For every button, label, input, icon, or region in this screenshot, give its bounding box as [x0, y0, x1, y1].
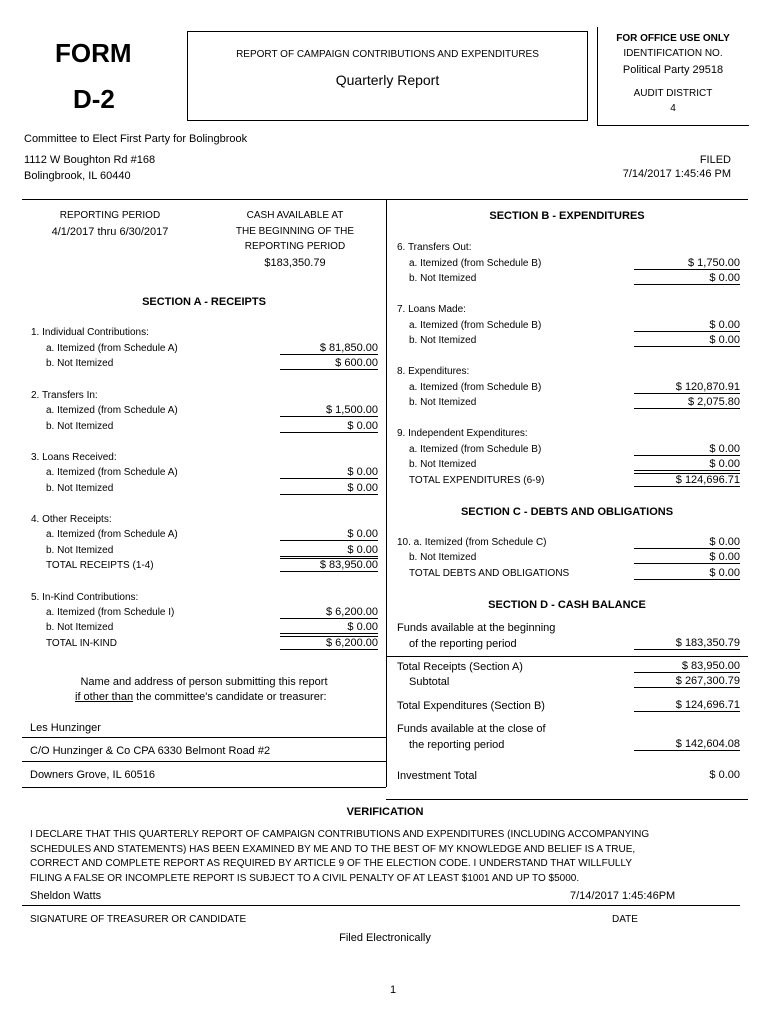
funds-close-amount: $ 142,604.08: [634, 738, 740, 751]
office-use-label: FOR OFFICE USE ONLY: [616, 33, 730, 44]
cash-total-receipts-label: Total Receipts (Section A): [397, 661, 523, 673]
loans-made-itemized-amount: $ 0.00: [634, 319, 740, 332]
other-receipts-label: 4. Other Receipts:: [31, 514, 112, 525]
main-top-rule: [22, 199, 748, 200]
total-receipts-label: TOTAL RECEIPTS (1-4): [46, 560, 154, 571]
other-receipts-not-itemized-label: b. Not Itemized: [46, 545, 114, 556]
other-receipts-itemized-amount: $ 0.00: [280, 528, 378, 541]
loans-received-not-itemized-label: b. Not Itemized: [46, 483, 114, 494]
submitter-note-line2: [75, 691, 327, 703]
declaration-line1: I DECLARE THAT THIS QUARTERLY REPORT OF CAMPAIGN CONTRIBUTIONS AND EXPENDITURES (INCLUDING ACCOMPANYING: [30, 829, 650, 840]
transfers-in-not-itemized-label: b. Not Itemized: [46, 421, 114, 432]
verification-top-rule: [386, 799, 748, 800]
funds-close-line1: Funds available at the close of: [397, 723, 546, 735]
individual-itemized-amount: $ 81,850.00: [280, 342, 378, 355]
debts-itemized-label: 10. a. Itemized (from Schedule C): [397, 537, 547, 548]
loans-made-itemized-label: a. Itemized (from Schedule B): [409, 320, 542, 331]
cash-available-value: $183,350.79: [264, 257, 326, 269]
section-d-title: SECTION D - CASH BALANCE: [488, 599, 646, 611]
audit-district-value: 4: [670, 103, 676, 114]
total-debts-amount: $ 0.00: [634, 567, 740, 580]
signature-date: 7/14/2017 1:45:46PM: [570, 890, 676, 902]
verification-title: VERIFICATION: [346, 806, 424, 818]
in-kind-itemized-amount: $ 6,200.00: [280, 606, 378, 619]
expenditures-not-itemized-amount: $ 2,075.80: [634, 396, 740, 409]
declaration-line3: CORRECT AND COMPLETE REPORT AS REQUIRED BY ARTICLE 9 OF THE ELECTION CODE. I UNDERSTAND THAT WILLFULLY: [30, 858, 632, 869]
loans-made-label: 7. Loans Made:: [397, 304, 466, 315]
audit-district-label: AUDIT DISTRICT: [633, 88, 713, 99]
page-number: 1: [389, 984, 397, 996]
in-kind-not-itemized-amount: $ 0.00: [280, 621, 378, 634]
center-divider: [386, 200, 387, 787]
cash-available-line3: REPORTING PERIOD: [244, 241, 346, 252]
date-label: DATE: [612, 914, 638, 925]
loans-received-itemized-amount: $ 0.00: [280, 466, 378, 479]
transfers-out-not-itemized-amount: $ 0.00: [634, 272, 740, 285]
submitter-name-rule: [22, 737, 386, 738]
independent-itemized-label: a. Itemized (from Schedule B): [409, 444, 542, 455]
investment-total-amount: $ 0.00: [709, 769, 740, 781]
signature-rule: [22, 905, 740, 906]
loans-received-itemized-label: a. Itemized (from Schedule A): [46, 467, 178, 478]
loans-made-not-itemized-amount: $ 0.00: [634, 334, 740, 347]
funds-begin-amount: $ 183,350.79: [634, 637, 740, 650]
declaration-line2: SCHEDULES AND STATEMENTS) HAS BEEN EXAMINED BY ME AND TO THE BEST OF MY KNOWLEDGE AND BELIEF IS A TRUE,: [30, 844, 636, 855]
cash-balance-rule: [386, 656, 748, 657]
individual-contributions-label: 1. Individual Contributions:: [31, 327, 149, 338]
report-type: Quarterly Report: [335, 72, 440, 88]
total-expenditures-label: TOTAL EXPENDITURES (6-9): [409, 475, 545, 486]
individual-not-itemized-label: b. Not Itemized: [46, 358, 114, 369]
subtotal-label: Subtotal: [409, 676, 450, 688]
funds-begin-line1: Funds available at the beginning: [397, 622, 556, 634]
expenditures-itemized-label: a. Itemized (from Schedule B): [409, 382, 542, 393]
office-box-bottom-border: [597, 125, 749, 126]
declaration-line4: FILING A FALSE OR INCOMPLETE REPORT IS SUBJECT TO A CIVIL PENALTY OF AT LEAST $1001 AND UP TO $5000.: [30, 873, 580, 884]
independent-itemized-amount: $ 0.00: [634, 443, 740, 456]
form-label: FORM: [55, 38, 132, 68]
identification-label: IDENTIFICATION NO.: [623, 48, 723, 59]
in-kind-label: 5. In-Kind Contributions:: [31, 592, 139, 603]
signature-label: SIGNATURE OF TREASURER OR CANDIDATE: [30, 914, 247, 925]
committee-address-line2: Bolingbrook, IL 60440: [24, 170, 131, 182]
filed-label: FILED: [699, 154, 731, 166]
total-receipts-amount: $ 83,950.00: [280, 558, 378, 572]
independent-not-itemized-label: b. Not Itemized: [409, 459, 477, 470]
transfers-out-itemized-amount: $ 1,750.00: [634, 257, 740, 270]
submitter-name: Les Hunzinger: [30, 722, 101, 734]
submitter-address-line2: Downers Grove, IL 60516: [30, 769, 155, 781]
debts-not-itemized-label: b. Not Itemized: [409, 552, 477, 563]
individual-itemized-label: a. Itemized (from Schedule A): [46, 343, 178, 354]
left-bottom-rule: [22, 787, 386, 788]
submitter-note-rest: the committee's candidate or treasurer:: [133, 691, 327, 703]
total-debts-label: TOTAL DEBTS AND OBLIGATIONS: [409, 568, 570, 579]
individual-not-itemized-amount: $ 600.00: [280, 357, 378, 370]
transfers-in-itemized-label: a. Itemized (from Schedule A): [46, 405, 178, 416]
transfers-in-label: 2. Transfers In:: [31, 390, 98, 401]
committee-name: Committee to Elect First Party for Bolingbrook: [24, 133, 248, 145]
transfers-out-label: 6. Transfers Out:: [397, 242, 472, 253]
form-number: D-2: [73, 84, 115, 114]
investment-total-label: Investment Total: [397, 770, 477, 782]
cash-available-line1: CASH AVAILABLE AT: [246, 210, 344, 221]
signer-name: Sheldon Watts: [30, 890, 102, 902]
expenditures-not-itemized-label: b. Not Itemized: [409, 397, 477, 408]
funds-close-line2: the reporting period: [409, 739, 505, 751]
transfers-out-not-itemized-label: b. Not Itemized: [409, 273, 477, 284]
independent-not-itemized-amount: $ 0.00: [634, 458, 740, 471]
in-kind-not-itemized-label: b. Not Itemized: [46, 622, 114, 633]
submitter-address-line1: C/O Hunzinger & Co CPA 6330 Belmont Road #2: [30, 745, 271, 757]
cash-available-line2: THE BEGINNING OF THE: [235, 226, 355, 237]
submitter-note-emphasis: if other than: [75, 691, 134, 703]
identification-value: Political Party 29518: [622, 64, 724, 76]
cash-total-receipts-amount: $ 83,950.00: [634, 660, 740, 673]
transfers-in-not-itemized-amount: $ 0.00: [280, 420, 378, 433]
total-in-kind-amount: $ 6,200.00: [280, 636, 378, 650]
filed-value: 7/14/2017 1:45:46 PM: [622, 168, 731, 180]
loans-made-not-itemized-label: b. Not Itemized: [409, 335, 477, 346]
submitter-address-rule: [22, 761, 386, 762]
cash-total-expenditures-amount: $ 124,696.71: [634, 699, 740, 712]
section-a-title: SECTION A - RECEIPTS: [142, 296, 266, 308]
other-receipts-not-itemized-amount: $ 0.00: [280, 544, 378, 557]
subtotal-amount: $ 267,300.79: [634, 675, 740, 688]
cash-total-expenditures-label: Total Expenditures (Section B): [397, 700, 545, 712]
reporting-period-label: REPORTING PERIOD: [59, 210, 161, 221]
section-c-title: SECTION C - DEBTS AND OBLIGATIONS: [460, 506, 674, 518]
funds-begin-line2: of the reporting period: [409, 638, 517, 650]
committee-address-line1: 1112 W Boughton Rd #168: [24, 154, 156, 166]
loans-received-label: 3. Loans Received:: [31, 452, 117, 463]
independent-expenditures-label: 9. Independent Expenditures:: [397, 428, 528, 439]
in-kind-itemized-label: a. Itemized (from Schedule I): [46, 607, 175, 618]
debts-not-itemized-amount: $ 0.00: [634, 551, 740, 564]
reporting-period-value: 4/1/2017 thru 6/30/2017: [51, 226, 169, 238]
other-receipts-itemized-label: a. Itemized (from Schedule A): [46, 529, 178, 540]
report-title-box: [187, 31, 588, 121]
transfers-in-itemized-amount: $ 1,500.00: [280, 404, 378, 417]
expenditures-label: 8. Expenditures:: [397, 366, 470, 377]
report-title: REPORT OF CAMPAIGN CONTRIBUTIONS AND EXPENDITURES: [236, 49, 539, 60]
transfers-out-itemized-label: a. Itemized (from Schedule B): [409, 258, 542, 269]
expenditures-itemized-amount: $ 120,870.91: [634, 381, 740, 394]
section-b-title: SECTION B - EXPENDITURES: [489, 210, 645, 222]
submitter-note-line1: Name and address of person submitting this report: [80, 676, 328, 688]
filed-electronically: Filed Electronically: [339, 932, 431, 944]
debts-itemized-amount: $ 0.00: [634, 536, 740, 549]
loans-received-not-itemized-amount: $ 0.00: [280, 482, 378, 495]
total-expenditures-amount: $ 124,696.71: [634, 473, 740, 487]
total-in-kind-label: TOTAL IN-KIND: [46, 638, 117, 649]
